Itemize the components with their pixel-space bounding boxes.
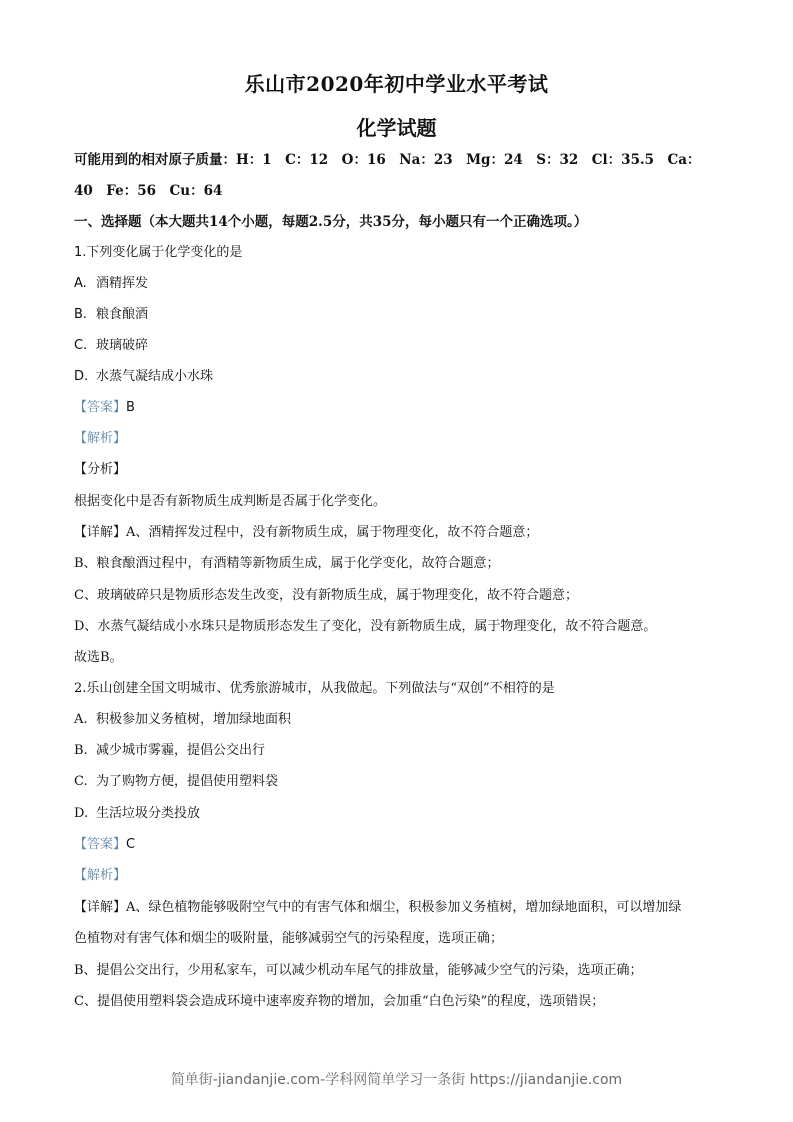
- question-2-detail-line-3: B、提倡公交出行，少用私家车，可以减少机动车尾气的排放量，能够减少空气的污染，选项正确；: [74, 963, 643, 978]
- option-letter: A.: [74, 712, 88, 727]
- answer-value: B: [126, 400, 135, 415]
- answer-label: 【答案】: [74, 400, 127, 415]
- question-1-option-d: [74, 367, 213, 387]
- question-2-option-b: [74, 741, 265, 761]
- atomic-masses-line-2: 40 Fe：56 Cu：64: [74, 183, 223, 199]
- question-2-detail-line-2: 色植物对有害气体和烟尘的吸附量，能够减弱空气的污染程度，选项正确；: [74, 931, 504, 946]
- question-2-detail-line-4: C、提倡使用塑料袋会造成环境中速率废弃物的增加，会加重“白色污染”的程度，选项错误；: [74, 994, 605, 1009]
- option-text: 生活垃圾分类投放: [96, 806, 201, 821]
- question-1-detail-line-2: B、粮食酿酒过程中，有酒精等新物质生成，属于化学变化，故符合题意；: [74, 556, 500, 571]
- option-text: 水蒸气凝结成小水珠: [96, 369, 214, 384]
- option-text: 玻璃破碎: [96, 338, 149, 353]
- answer-label: 【答案】: [74, 837, 127, 852]
- question-1-analysis-label: 【解析】: [74, 431, 127, 446]
- question-1-conclusion: 故选B。: [74, 650, 123, 665]
- question-1-option-c: [74, 336, 148, 356]
- option-letter: D.: [74, 369, 89, 384]
- answer-value: C: [126, 837, 136, 852]
- page-footer-watermark: 简单街-jiandanjie.com-学科网简单学习一条街 https://jiandanjie.com: [170, 1072, 623, 1088]
- question-1-fenxi-text: 根据变化中是否有新物质生成判断是否属于化学变化。: [74, 494, 387, 509]
- section-heading: 一、选择题（本大题共14个小题，每题2.5分，共35分，每小题只有一个正确选项。）: [74, 214, 588, 230]
- question-2-detail-line-1: [74, 898, 681, 918]
- question-1-detail-line-1: [74, 523, 538, 543]
- question-1-detail-line-3: C、玻璃破碎只是物质形态发生改变，没有新物质生成，属于物理变化，故不符合题意；: [74, 588, 578, 603]
- question-1-option-a: [74, 274, 148, 294]
- question-1-fenxi-label: 【分析】: [74, 462, 127, 477]
- option-letter: A.: [74, 276, 87, 291]
- question-2-analysis-label: 【解析】: [74, 868, 127, 883]
- question-2-option-c: [74, 772, 278, 792]
- question-1-stem: 1.下列变化属于化学变化的是: [74, 245, 243, 260]
- question-1-option-b: [74, 305, 148, 325]
- detail-text: A、绿色植物能够吸附空气中的有害气体和烟尘，积极参加义务植树，增加绿地面积，可以增加绿: [126, 900, 682, 915]
- option-letter: C.: [74, 338, 88, 353]
- option-text: 减少城市雾霾，提倡公交出行: [96, 743, 266, 758]
- atomic-masses-line-1: 可能用到的相对原子质量：H：1 C：12 O：16 Na：23 Mg：24 S：32 Cl：35.5 Ca：: [74, 152, 701, 168]
- question-1-answer: [74, 398, 135, 418]
- question-1-detail-line-4: D、水蒸气凝结成小水珠只是物质形态发生了变化，没有新物质生成，属于物理变化，故不符合题意。: [74, 619, 657, 634]
- option-letter: D.: [74, 806, 89, 821]
- detail-label: 【详解】: [74, 525, 127, 540]
- question-2-option-a: [74, 710, 291, 730]
- option-text: 为了购物方便，提倡使用塑料袋: [96, 774, 279, 789]
- option-text: 积极参加义务植树，增加绿地面积: [96, 712, 292, 727]
- page-subtitle: 化学试题: [356, 116, 437, 140]
- option-letter: C.: [74, 774, 88, 789]
- question-2-stem: 2.乐山创建全国文明城市、优秀旅游城市，从我做起。下列做法与“双创”不相符的是: [74, 681, 555, 696]
- option-text: 粮食酿酒: [96, 307, 149, 322]
- option-letter: B.: [74, 743, 88, 758]
- question-2-option-d: [74, 804, 200, 824]
- option-text: 酒精挥发: [96, 276, 149, 291]
- page-title: 乐山市2020年初中学业水平考试: [244, 72, 549, 96]
- question-2-answer: [74, 835, 135, 855]
- detail-text: A、酒精挥发过程中，没有新物质生成，属于物理变化，故不符合题意；: [126, 525, 539, 540]
- detail-label: 【详解】: [74, 900, 127, 915]
- option-letter: B.: [74, 307, 88, 322]
